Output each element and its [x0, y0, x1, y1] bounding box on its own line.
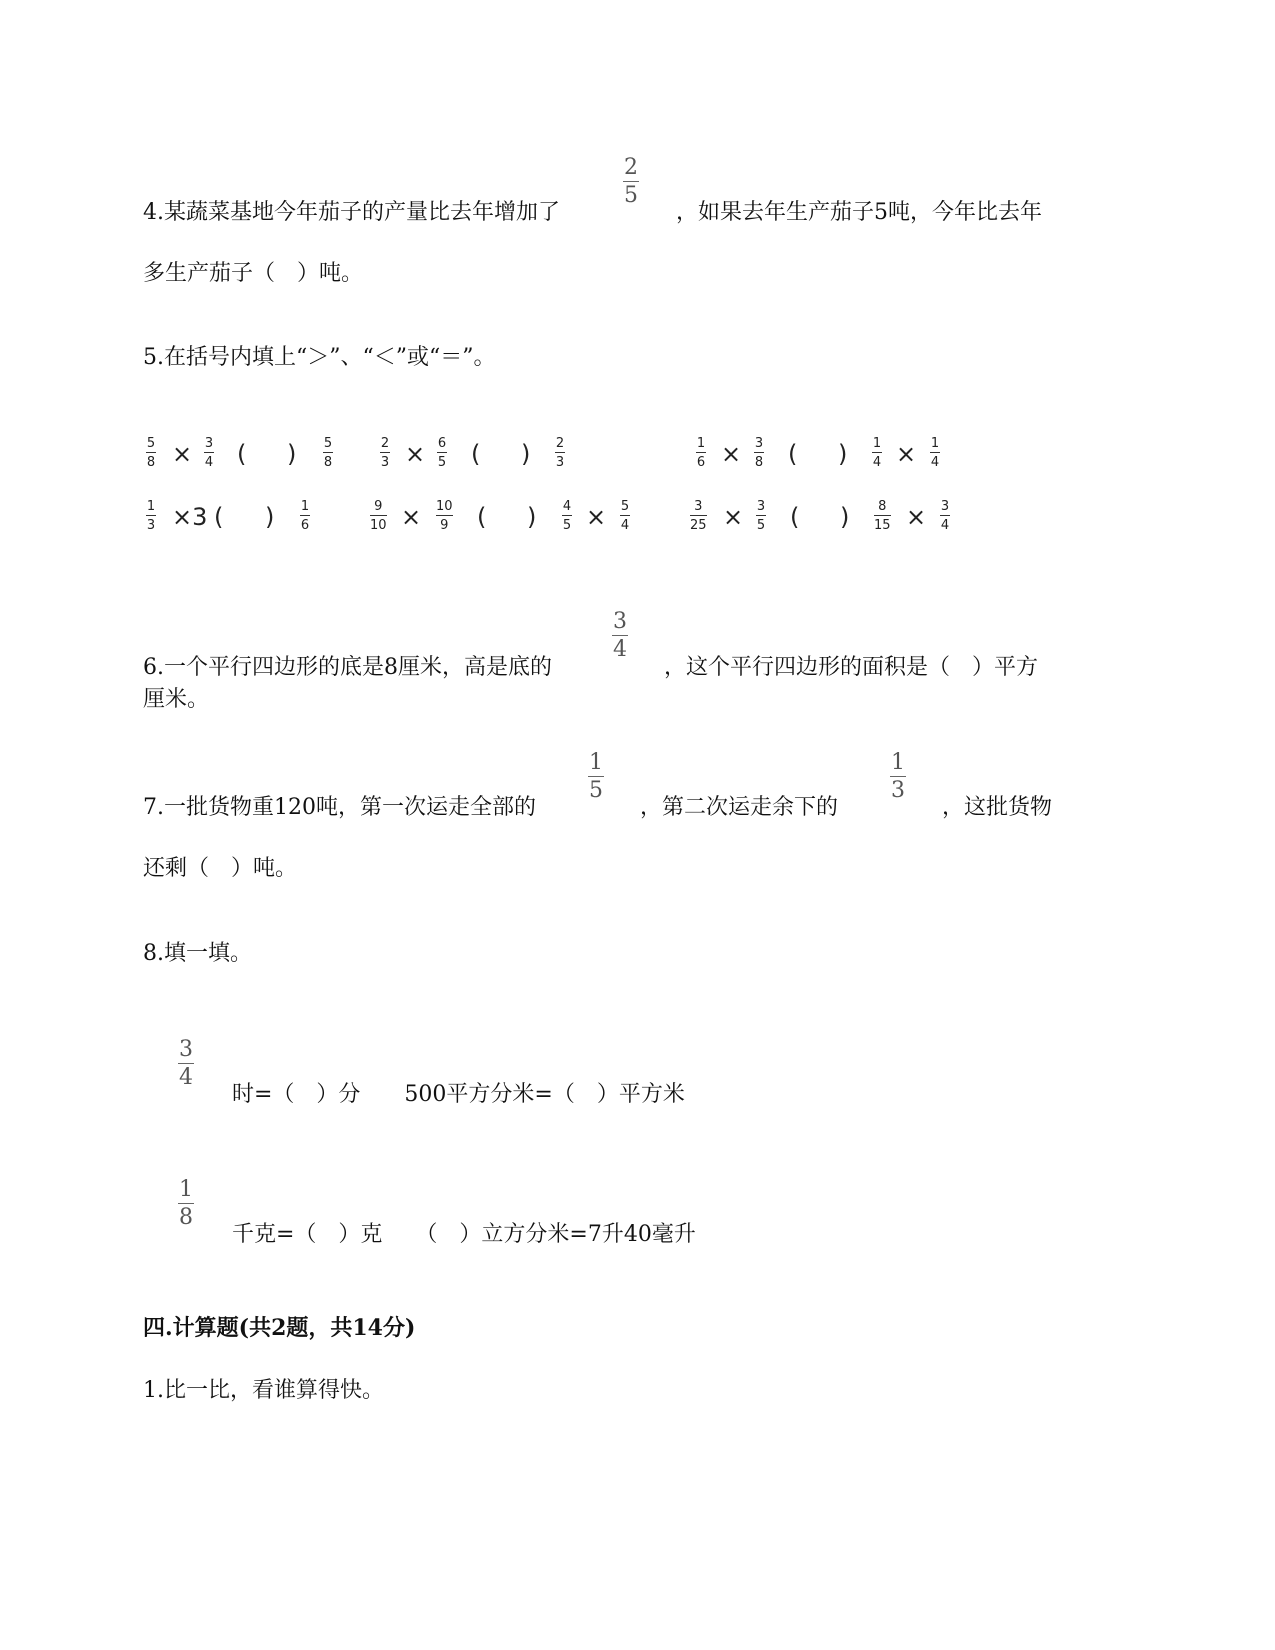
- answer-right-paren[interactable]: ): [840, 503, 850, 531]
- q7-text-part2: ，第二次运走余下的: [640, 795, 839, 820]
- q5-r2-e1-c: 1 6: [300, 499, 310, 533]
- section-heading: 四.计算题(共2题，共14分): [143, 1315, 416, 1341]
- q7-text-part3: ，这批货物: [942, 795, 1053, 820]
- q4-text-line2: 多生产茄子（ ）吨。: [143, 261, 364, 286]
- q5-r2-e2-b: 10 9: [436, 499, 453, 533]
- times-sign: ×: [906, 503, 927, 531]
- q8-fraction-1-numerator: 3: [179, 1037, 193, 1062]
- fraction-bar: [588, 776, 604, 777]
- q5-r1-e3-a: 1 6: [696, 436, 706, 470]
- section4-q1: 1.比一比，看谁算得快。: [143, 1378, 384, 1403]
- q8-fraction-1: [178, 1038, 194, 1090]
- q5-r2-e3-c: 8 15: [874, 499, 891, 533]
- q7-fraction-2-numerator: 1: [891, 750, 905, 775]
- q4-fraction-numerator: 2: [624, 155, 638, 180]
- q8-fraction-2-numerator: 1: [179, 1177, 193, 1202]
- q8-title: 8.填一填。: [143, 941, 252, 966]
- q5-r1-e3-b: 3 8: [754, 436, 764, 470]
- q6-fraction: [612, 610, 628, 662]
- q8-fraction-2-denominator: 8: [179, 1205, 193, 1230]
- q7-fraction-1-numerator: 1: [589, 750, 603, 775]
- fraction-bar: [178, 1063, 194, 1064]
- q7-text-line2: 还剩（ ）吨。: [143, 856, 298, 881]
- q8-fraction-1-denominator: 4: [179, 1065, 193, 1090]
- q4-text-part2: ，如果去年生产茄子5吨，今年比去年: [676, 200, 1042, 225]
- answer-left-paren[interactable]: (: [237, 440, 247, 468]
- q8-line2: 千克=（ ）克 （ ）立方分米=7升40毫升: [232, 1222, 696, 1247]
- answer-left-paren[interactable]: (: [790, 503, 800, 531]
- q5-r1-e3-e: 1 4: [930, 436, 940, 470]
- q6-text-part1: 6.一个平行四边形的底是8厘米，高是底的: [143, 655, 552, 680]
- times-sign: ×: [723, 503, 744, 531]
- answer-right-paren[interactable]: ): [287, 440, 297, 468]
- times-sign: ×: [721, 440, 742, 468]
- q5-r1-e2-a: 2 3: [380, 436, 390, 470]
- answer-right-paren[interactable]: ): [527, 503, 537, 531]
- q5-r2-e3-b: 3 5: [756, 499, 766, 533]
- q7-text-part1: 7.一批货物重120吨，第一次运走全部的: [143, 795, 536, 820]
- q5-r1-e2-b: 6 5: [437, 436, 447, 470]
- times-three: ×3: [172, 503, 208, 531]
- q5-r1-e1-c: 5 8: [323, 436, 333, 470]
- times-sign: ×: [172, 440, 193, 468]
- q4-text-part1: 4.某蔬菜基地今年茄子的产量比去年增加了: [143, 200, 560, 225]
- times-sign: ×: [405, 440, 426, 468]
- answer-right-paren[interactable]: ): [521, 440, 531, 468]
- answer-left-paren[interactable]: (: [477, 503, 487, 531]
- q7-fraction-1-denominator: 5: [589, 778, 603, 803]
- q6-text-part2: ，这个平行四边形的面积是（ ）平方: [664, 655, 1039, 680]
- q5-r2-e3-e: 3 4: [940, 499, 950, 533]
- q8-fraction-2: [178, 1178, 194, 1230]
- q4-fraction-denominator: 5: [624, 183, 638, 208]
- times-sign: ×: [586, 503, 607, 531]
- q7-fraction-2-denominator: 3: [891, 778, 905, 803]
- q6-fraction-numerator: 3: [613, 609, 627, 634]
- q5-r2-e2-a: 9 10: [370, 499, 387, 533]
- q5-title: 5.在括号内填上“＞”、“＜”或“＝”。: [143, 345, 496, 370]
- q5-r2-e3-a: 3 25: [690, 499, 707, 533]
- times-sign: ×: [896, 440, 917, 468]
- q5-r1-e1-a: 5 8: [146, 436, 156, 470]
- fraction-bar: [890, 776, 906, 777]
- q7-fraction-1: [588, 751, 604, 803]
- q5-r1-e3-c: 1 4: [872, 436, 882, 470]
- q5-r1-e2-c: 2 3: [555, 436, 565, 470]
- q5-r2-e2-c: 4 5: [562, 499, 572, 533]
- q6-text-line2: 厘米。: [143, 687, 210, 712]
- times-sign: ×: [401, 503, 422, 531]
- fraction-bar: [623, 181, 639, 182]
- answer-right-paren[interactable]: ): [838, 440, 848, 468]
- q4-fraction: [623, 156, 639, 208]
- answer-left-paren[interactable]: (: [788, 440, 798, 468]
- q7-fraction-2: [890, 751, 906, 803]
- q8-line1: 时=（ ）分 500平方分米=（ ）平方米: [232, 1082, 685, 1107]
- q5-r1-e1-b: 3 4: [204, 436, 214, 470]
- fraction-bar: [612, 635, 628, 636]
- fraction-bar: [178, 1203, 194, 1204]
- answer-left-paren[interactable]: (: [214, 503, 224, 531]
- q5-r2-e2-e: 5 4: [620, 499, 630, 533]
- q6-fraction-denominator: 4: [613, 637, 627, 662]
- answer-right-paren[interactable]: ): [265, 503, 275, 531]
- answer-left-paren[interactable]: (: [471, 440, 481, 468]
- q5-r2-e1-a: 1 3: [146, 499, 156, 533]
